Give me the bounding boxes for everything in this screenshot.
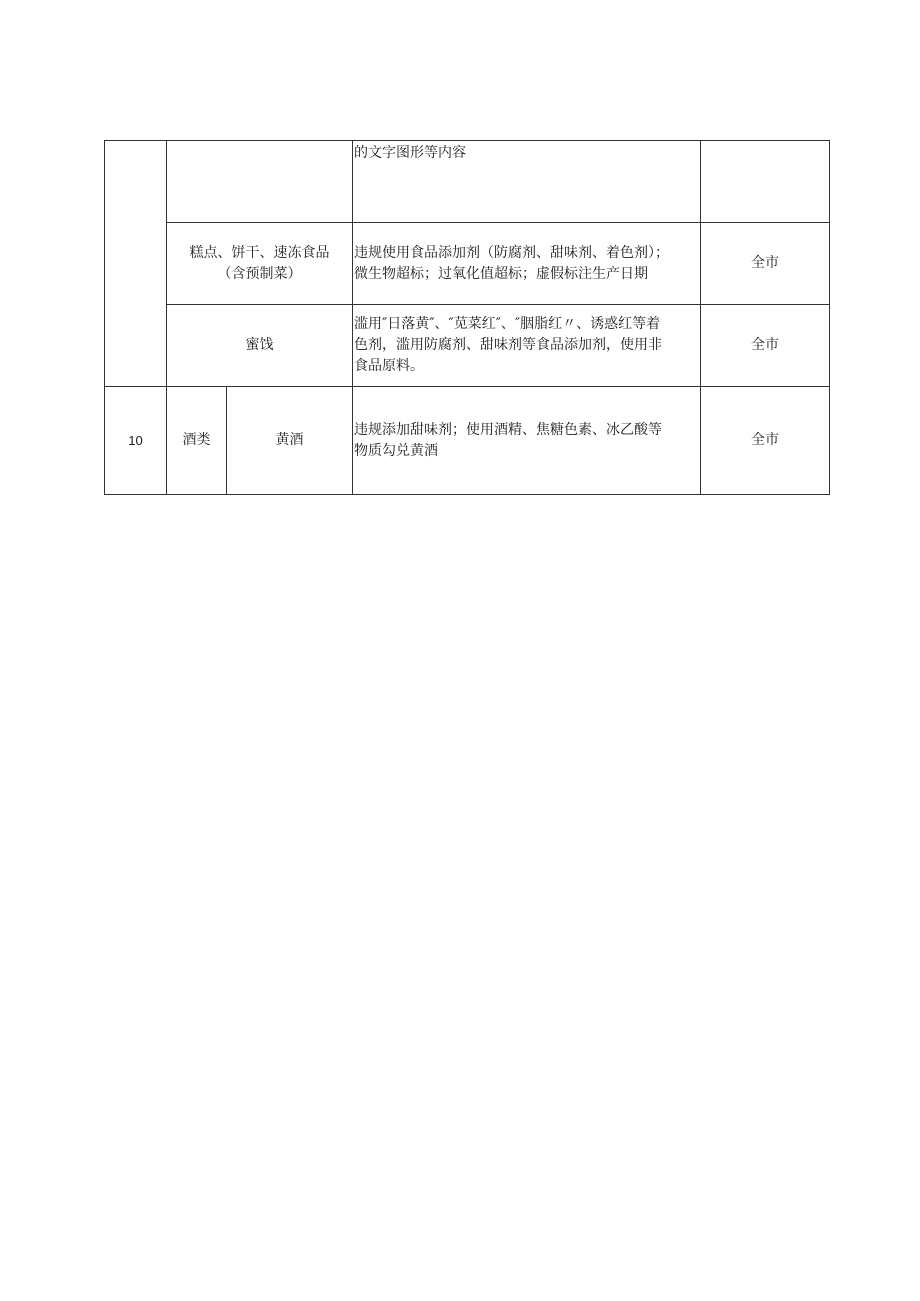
- category-cell: [167, 387, 227, 495]
- table-row: [105, 141, 830, 223]
- area-cell-empty: [701, 141, 830, 223]
- product-cell-empty: [167, 141, 353, 223]
- row-number: 10: [128, 433, 143, 448]
- description-cell: [353, 305, 701, 387]
- description-text: 的文字图形等内容: [354, 145, 466, 161]
- product-text-line: （含预制菜）: [217, 265, 302, 282]
- description-text-line: 色剂，滥用防腐剂、甜味剂等食品添加剂，使用非: [354, 337, 662, 353]
- area-text: 全市: [751, 337, 779, 353]
- area-cell: [701, 387, 830, 495]
- area-cell: [701, 223, 830, 305]
- description-text-line: 滥用″日落黄″、″苋菜红″、″胭脂红〃、诱惑红等着: [354, 316, 661, 332]
- product-cell: [167, 305, 353, 387]
- description-text-line: 微生物超标；过氧化值超标；虚假标注生产日期: [354, 265, 648, 282]
- table-row: [105, 223, 830, 305]
- area-text: 全市: [751, 432, 779, 448]
- product-cell: [167, 223, 353, 305]
- table-row: [105, 305, 830, 387]
- description-text-line: 物质勾兑黄酒: [354, 442, 438, 459]
- description-text-line: 违规使用食品添加剂（防腐剂、甜味剂、着色剂）；: [354, 244, 669, 261]
- table-row: [105, 387, 830, 495]
- area-cell: [701, 305, 830, 387]
- category-text: 酒类: [182, 432, 211, 448]
- description-text-line: 违规添加甜味剂；使用酒精、焦糖色素、冰乙酸等: [354, 421, 662, 438]
- number-cell-empty: [105, 141, 167, 387]
- description-text-line: 食品原料。: [354, 358, 424, 374]
- description-cell: [353, 223, 701, 305]
- product-text: 黄酒: [275, 432, 304, 448]
- product-cell: [227, 387, 353, 495]
- product-text: 蜜饯: [245, 337, 274, 353]
- area-text: 全市: [751, 255, 779, 271]
- description-cell: [353, 387, 701, 495]
- number-cell: [105, 387, 167, 495]
- description-cell: [353, 141, 701, 223]
- food-safety-table: [104, 140, 830, 495]
- product-text-line: 糕点、饼干、速冻食品: [189, 244, 330, 261]
